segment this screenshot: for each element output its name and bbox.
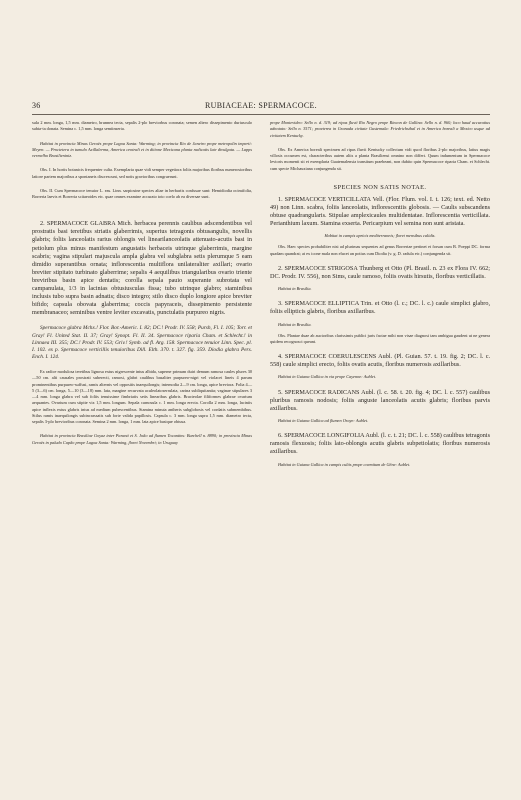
species-nsn-1: 1. SPERMACOCE VERTICILLATA Vell. (Flor. Flum. vol. I. t. 126; text. ed. Netto 49) non Linn. scabra, foliis lanceolatis, inflorescentiis globosis. — Caulis subscandens obtuse quadrangularis. Stipulae amplexicaules multidentatae. Inflorescentia verticillata. Perianthium laxum. Stamina exserta. Pericarpium vel semina non sunt aristata. bbox=[270, 195, 490, 228]
left-intro-habitat: Habitat in provincia Minas Geraës prope Lagoa Santa: Warming; in provincia Rio de Janeiro prope metropolin imperii: Meyen. — Proctetera in tumulo Axillalerma, America centrali et in ditione Mexicana planta radicatis late divulgata. — Lapps vermelho Brasilieniniz. bbox=[32, 140, 252, 158]
species-nsn-3-habitat: Habitat in Brasilia. bbox=[278, 321, 312, 327]
species-2-glabra: 2. SPERMACOCE GLABRA Mich. herbacea perennis caulibus adscendentibus vel prostratis basi teretibus striatis glaberrimis, superius tetragonis obtusangulis, novellis glabris; foliis lanceolatis rarius oblongis vel linearilanceolatis attenuato-acutis basi in petiolum plus minus manifestum angustatis herbaceis utrinque glaberrimis, margine scabris; vagina stipulari majuscula ampla glabra vel subglabra setis plerumque 5 eam dimidio superantibus ornata; inflorescentia multiflora unilateraliter axillari; ovario breviter stipitato turbinato glaberrime; sepalis 4 aequilibus triangularibus ovario triente breviribus basin apice dentatis; corolla sepala pauio superante subrotata vel campanulata, 1/3 in lacinias obtusiusculas fissa; tubo utrinque glabro; staminibus inclusis tubo supra basin adnatis; disco integro; stilo disco duplo longiore apice breviter bifido; capsula obovata glaberrima; coccis papyraceis, dissepimento persistente membranaceo; seminibus ventre leviter excavatis, punctulatis purpureo nigris. bbox=[32, 220, 252, 317]
species-2-habitat: Habitat in provincia Brasiliae Goyaz inter Paraná et S. João ad flumen Tocantins: Burchell n. 8890; in provincia Minas Geraës in paludo Capão prope Lagoa Santa: Warming, floret Novembri; in Uruguay bbox=[32, 433, 252, 445]
species-nsn-5-habitat: Habitat in Guiana Gallica ad flumen Oraye: Aublet. bbox=[278, 417, 369, 423]
left-obs-1: Obs. I. In hortis botanicis frequenter culta. Exemplaria quae vidi semper vegetiora foliis majoribus floribus numerosioribus latiore partem majoribus a spontaneis discrescunt, sed notis gravioribus congruerunt. bbox=[32, 167, 252, 179]
left-intro: sula 2 mm. longa, 1,5 mm. diametro, brunnea tecta, sepalis 2-plo breviorbus coronata; semen altero dissepimento duriusculo subta-ta donata. Semina c. 1,5 mm. longa semiinserta. bbox=[32, 120, 252, 132]
species-2-description: Ex radice modulosa teretibus lignosa extus nigrescente intus albida, superne primum duiri demum ramosa caules plures 30—50 cm. alti causales prostrati suberecti, ramosi, glabri caulibus basaliter purpureo-nigri vel violacei lineis 4 parum prominentibus purpureo-suffusi, ramis alternis vel oppositis inaequilongis; internodia 2—9 cm. longa, apice breviora. Folia 4—5 (3—6) cm. longa, 5—10 (3—18) mm. lata, margine recurvata aculeolatoserrulata, carina subliquitantia; vaginae stipulares 3—4 mm. longa glabra vel sub foliis tenuissime fimbriatis setis linearibus glabris. Bracteolae filiformes glabrae ovarium aequantes. Ovarium cum stipite vix 1,5 mm. longum. Sepala carnosula c. 1 mm. longa erecta. Corolla 2 mm. longa, laciniis apice inflexis extus glabris intus ad medium pubescentibus. Stamina minuta antheris subglobosis vel cordatis submembibus. Stilus ramis inaequilongis subincrassatis sub forte valida papillosis. Capsula c. 3 mm. longa supra 1,5 mm. diametro tecta, sepalis 3-plo brevioribus coronata. Semina 2 mm. longa, 1 mm. lata apice basique obtusa. bbox=[32, 369, 252, 425]
section-heading: SPECIES NON SATIS NOTAE. bbox=[333, 183, 427, 191]
header-rule bbox=[32, 114, 490, 115]
species-nsn-2: 2. SPERMACOCE STRIGOSA Thunberg et Otto (Pl. Brasil. n. 23 ex Flora IV. 662; DC. Prodr. IV. 556), non Sims, caule ramoso, foliis ovatis hirsutis, floribus verticillatis. bbox=[270, 264, 490, 280]
species-2-synonyms: Spermacoce glabra Mchx.! Flor. Bor.-Americ. I. 82; DC.! Prodr. IV. 558; Pursh, Fl. I. 105; Torr. et Gray! Fl. United Stat. II. 37; Gray! Synopt. Fl. II. 34. Spermacoce riparia Cham. et Schlecht.! in Linnaea III. 355; DC.! Prodr. IV. 553; Griv.! Symb. ad fl. Arg. 158. Spermacoce tenuior Linn. Spec. pl. I. 102. ex p. Spermacoce verticillis tenuioribus Dill. Elth. 370. t. 327. fig. 359. Diodia glabra Pers. Ench. I. 124. bbox=[32, 325, 252, 360]
species-nsn-5: 5. SPERMACOCE RADICANS Aubl. (l. c. 58. t. 20. fig. 4; DC. l. c. 557) caulibus pluribus ramosis nodosis; foliis anguste lanceolatis acutis glabris; floribus parvis axillaribus. bbox=[270, 388, 490, 412]
species-nsn-1-obs: Obs. Haec species probabiliter nisi ad plurimas sequentes ad genus Borreriae pertinet et forsan cum B. Poeppi DC. forma quadam quandrat; at ex icone mala non elucet an potius cum Diodia (v. g. D. radula etc.) conjungenda sit. bbox=[270, 244, 490, 256]
species-nsn-4-habitat: Habitat in Guiana Gallica in via prope Cayenne: Aublet. bbox=[278, 374, 376, 380]
species-nsn-6-habitat: Habitat in Guiana Gallica in campis cultis prope coemitum de Gêne: Aublet. bbox=[278, 461, 411, 467]
species-nsn-2-habitat: Habitat in Brasilia. bbox=[278, 286, 312, 292]
left-obs-2: Obs. II. Cum Spermacoce tenuior L. eas. Linn. sarpiosine species aliae in herbariis confusae sunt: Hemidiodia ocimifolia, Borreria laevis et Borreria scitaeoides etc. quae omnes examine accurato toto coelo ab ea diversae sunt. bbox=[32, 187, 252, 199]
running-header bbox=[32, 101, 490, 113]
species-nsn-4: 4. SPERMACOCE COERULESCENS Aubl. (Pl. Guian. 57. t. 19. fig. 2; DC. l. c. 558) caule simplici erecto, foliis ovatis acutis, floribus numerosis axillaribus. bbox=[270, 353, 490, 369]
running-title: RUBIACEAE: SPERMACOCE. bbox=[205, 101, 317, 110]
species-nsn-3-obs: Obs. Plantae duae ab auctoribus clarissimis publici juris factae mihi non visae diagnosi tam ambigua gaudent ut ne genera quidem recognosci queant. bbox=[270, 332, 490, 344]
right-column bbox=[270, 120, 490, 468]
page-number: 36 bbox=[32, 101, 41, 110]
left-column bbox=[32, 120, 252, 446]
species-nsn-1-habitat: Habitat in campis apricis mediterraneis; floret mensibus calidis. bbox=[324, 233, 436, 239]
species-nsn-6: 6. SPERMACOCE LONGIFOLIA Aubl. (l. c. t. 21; DC. l. c. 558) caulibus tetragonis ramosis flexuosis; foliis lato-oblongis acutis glabris subpetiolatis; floribus numerosis axillaribus. bbox=[270, 432, 490, 456]
right-intro: prope Montevideo: Sello n. d. 319; ad ripas fluvii Rio Negro prope Rincon de Gallina: Sello n. d. 960; loco haud accuratius adnotato: Sello n. 3571; praeterea in Granada civitate Gustemala: Friedrichsthal et in America boreali a Mexico usque ad civitatem Kentucky. bbox=[270, 120, 490, 138]
species-nsn-3: 3. SPERMACOCE ELLIPTICA Trin. et Otto (l. c.; DC. l. c.) caule simplici glabro, foliis ellipticis glabris, floribus axillaribus. bbox=[270, 300, 490, 316]
right-obs: Obs. Ex America boreali specimen ad ripas fluvii Kentucky collectum vidi quod floribus 2-plo majoribus, latius magis villosis occumen est, characteribus autem aliis a planta Brasiliensi omnino non differt. Quum indumentum in Spermacoce levioris momenti sit et exemplaria Guatemalensia transitum praebeant, non dubito quin Spermacoce riparia Cham. et Schlecht. cum specie Michauxiana conjungenda sit. bbox=[270, 146, 490, 171]
